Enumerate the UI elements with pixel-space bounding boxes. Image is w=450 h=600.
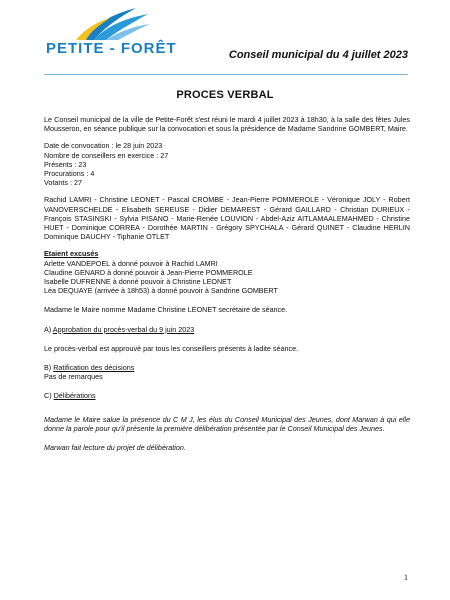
section-a-title: Approbation du procès-verbal du 9 juin 2023 <box>52 324 195 334</box>
section-c-prefix: C) <box>44 391 52 401</box>
header-title: Conseil municipal du 4 juillet 2023 <box>228 49 408 61</box>
section-a-text: Le procès-verbal est approuvé par tous les conseillers présents à ladite séance. <box>44 343 299 353</box>
convocation-date: Date de convocation : le 28 juin 2023 <box>44 141 163 151</box>
excused-section <box>44 249 410 295</box>
conseillers-count: Nombre de conseillers en exercice : 27 <box>44 150 169 160</box>
excused-item: Claudine GENARD à donné pouvoir à Jean-Pierre POMMEROLE <box>44 267 253 277</box>
page-number: 1 <box>404 573 408 582</box>
section-a-prefix: A) <box>44 324 52 334</box>
cmj-paragraph: Madame le Maire salue la présence du C M J, les élus du Conseil Municipal des Jeunes, dont Marwan à qui elle donne la parole pour qu'il présente la première délibération présentée par le Conseil Municipal des Jeunes. <box>44 414 410 433</box>
section-b-heading <box>44 363 410 372</box>
procurations-count: Procurations : 4 <box>44 169 95 179</box>
section-a-heading <box>44 325 410 334</box>
excused-item: Isabelle DUFRENNE à donné pouvoir à Christine LEONET <box>44 277 232 287</box>
section-c-heading <box>44 391 410 400</box>
excused-item: Léa DEQUAYE (arrivée à 18h53) à donné pouvoir à Sandrine GOMBERT <box>44 286 278 296</box>
attendees-list: Rachid LAMRI - Christine LEONET - Pascal CROMBE - Jean-Pierre POMMEROLE - Véronique JOLY - Robert VANOVERSCHELDE - Elisabeth SEREUSE - Didier DEMAREST - Gérard GAILLARD - Christian DURIEUX - François STASINSKI - Sylvia PISANO - Marie-Renée LOUVION - Abdel-Aziz AITLAMAALEMAHMED - Christine HUET - Dominique CORREA - Dorothée MARTIN - Grégory SPYCHALA - Gérard QUINET - Claudine HERLIN Dominique DAUCHY - Tiphanie OTLET <box>44 195 410 242</box>
document-title: PROCES VERBAL <box>176 89 274 101</box>
secretary-statement: Madame le Maire nomme Madame Christine LEONET secrétaire de séance. <box>44 305 288 315</box>
intro-paragraph: Le Conseil municipal de la ville de Petite-Forêt s'est réuni le mardi 4 juillet 2023 à 18h30, à la salle des fêtes Jules Mousseron, en séance publique sur la convocation et sous la présidence de Madame Sandrine GOMBERT, Maire. <box>44 115 410 134</box>
header-divider <box>44 74 408 75</box>
document-body <box>44 115 410 452</box>
meeting-figures <box>44 141 410 187</box>
section-b-title: Ratification des décisions <box>53 363 135 373</box>
logo-text: PETITE - FORÊT <box>46 40 177 57</box>
excused-item: Arlette VANDEPOEL à donné pouvoir à Rachid LAMRI <box>44 258 218 268</box>
presents-count: Présents : 23 <box>44 159 87 169</box>
section-b-prefix: B) <box>44 363 52 373</box>
section-c-title: Délibérations <box>53 391 96 401</box>
marwan-paragraph: Marwan fait lecture du projet de délibération. <box>44 443 186 453</box>
votants-count: Votants : 27 <box>44 178 82 188</box>
section-b-text: Pas de remarques <box>44 372 103 382</box>
excused-heading: Etaient excusés <box>44 249 99 259</box>
